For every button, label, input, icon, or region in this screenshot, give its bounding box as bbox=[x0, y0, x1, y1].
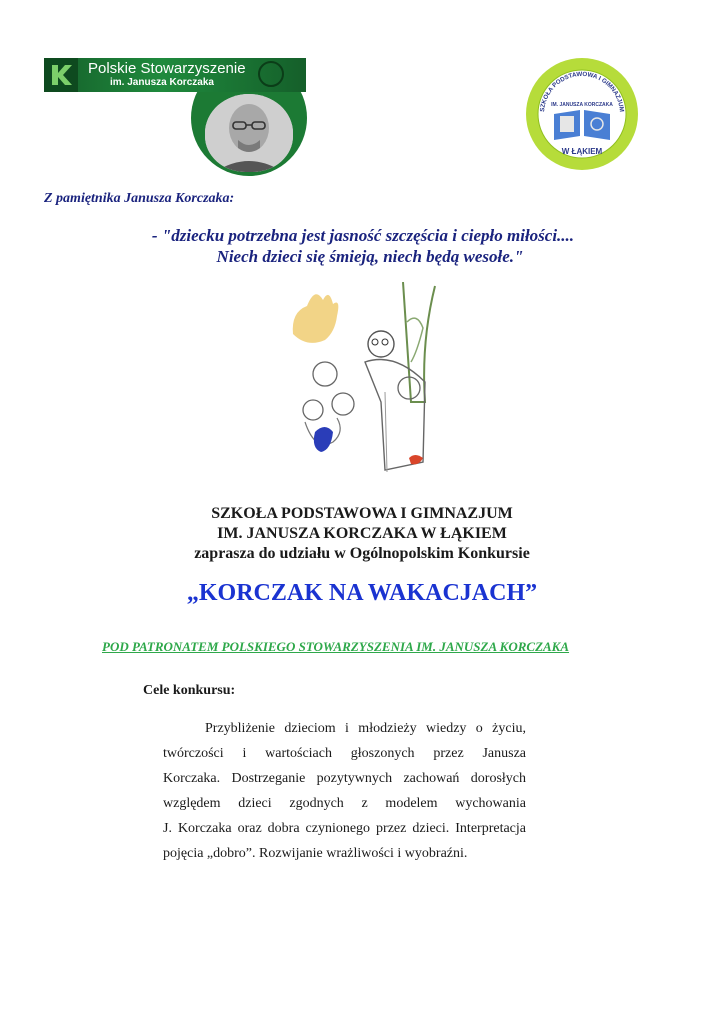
quote-line-1: - "dziecku potrzebna jest jasność szczęścia i ciepło miłości.... bbox=[151, 226, 575, 245]
goals-line: pojęcia „dobro”. Rozwijanie wrażliwości i wyobraźni. bbox=[163, 846, 468, 861]
korczak-with-children-drawing bbox=[285, 282, 445, 482]
seal-ring-top: SZKOŁA PODSTAWOWA I GIMNAZJUM bbox=[539, 70, 626, 113]
school-seal bbox=[524, 56, 640, 172]
goals-paragraph bbox=[163, 716, 526, 866]
goals-line: twórczości i wartościach głoszonych przez Janusza bbox=[163, 746, 526, 761]
diary-label: Z pamiętnika Janusza Korczaka: bbox=[44, 191, 235, 206]
association-logo bbox=[44, 58, 306, 176]
goals-line: Korczaka. Dostrzeganie pozytywnych zachowań dorosłych bbox=[163, 771, 526, 786]
invitation-line: zaprasza do udziału w Ogólnopolskim Konkursie bbox=[194, 545, 530, 562]
quote-line-2: Niech dzieci się śmieją, niech będą wesołe." bbox=[216, 247, 524, 266]
goals-line: względem dzieci zgodnych z modelem wychowania bbox=[163, 796, 526, 811]
school-name-line-2: IM. JANUSZA KORCZAKA W ŁĄKIEM bbox=[217, 525, 507, 542]
school-name-line-1: SZKOŁA PODSTAWOWA I GIMNAZJUM bbox=[211, 505, 513, 522]
goals-heading: Cele konkursu: bbox=[143, 683, 236, 698]
goals-line: Przybliżenie dzieciom i młodzieży wiedzy o życiu, bbox=[205, 721, 526, 736]
contest-title: „KORCZAK NA WAKACJACH” bbox=[186, 580, 538, 606]
korczak-portrait-icon bbox=[205, 94, 293, 172]
patronage-line: POD PATRONATEM POLSKIEGO STOWARZYSZENIA IM. JANUSZA KORCZAKA bbox=[102, 639, 570, 654]
association-name-line2: im. Janusza Korczaka bbox=[110, 77, 214, 88]
seal-ring-mid: IM. JANUSZA KORCZAKA bbox=[551, 102, 613, 108]
k-letter-icon bbox=[44, 58, 78, 92]
goals-line: J. Korczaka oraz dobra czynionego przez dzieci. Interpretacja bbox=[163, 821, 526, 836]
association-name-line1: Polskie Stowarzyszenie bbox=[88, 60, 246, 77]
seal-ring-bottom: W ŁĄKIEM bbox=[561, 147, 603, 156]
mini-seal-icon bbox=[258, 61, 284, 87]
